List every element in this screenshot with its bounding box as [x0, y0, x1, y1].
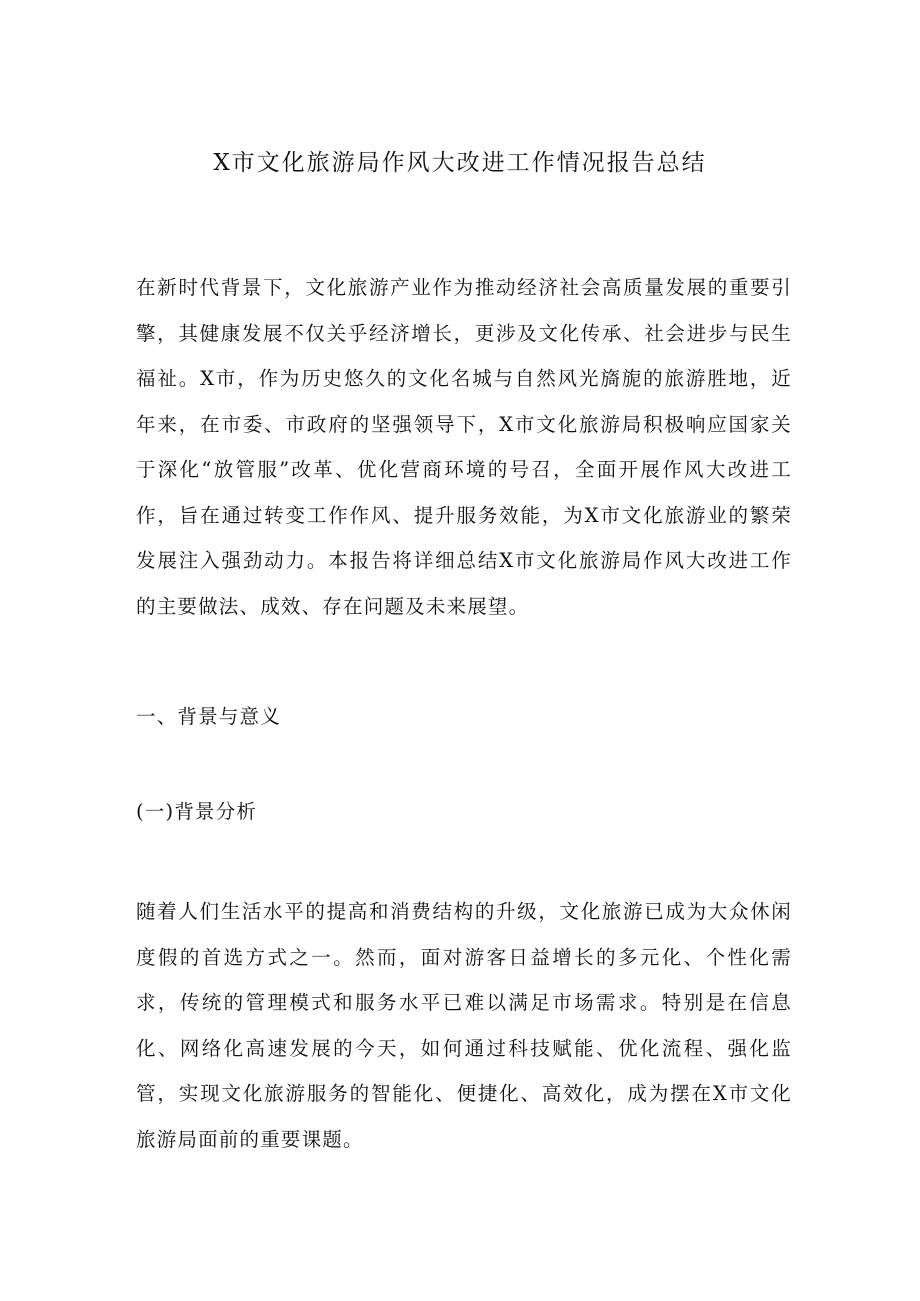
intro-paragraph: 在新时代背景下，文化旅游产业作为推动经济社会高质量发展的重要引擎，其健康发展不仅关乎经济增长，更涉及文化传承、社会进步与民生福祉。X市，作为历史悠久的文化名城与自然风光旖旎的旅游胜地，近年来，在市委、市政府的坚强领导下，X市文化旅游局积极响应国家关于深化“放管服”改革、优化营商环境的号召，全面开展作风大改进工作，旨在通过转变工作作风、提升服务效能，为X市文化旅游业的繁荣发展注入强劲动力。本报告将详细总结X市文化旅游局作风大改进工作的主要做法、成效、存在问题及未来展望。 [136, 276, 792, 618]
subsection-heading-background-analysis: (一)背景分析 [136, 800, 258, 823]
section-heading-background-significance: 一、背景与意义 [136, 705, 281, 728]
document-title: X市文化旅游局作风大改进工作情况报告总结 [213, 150, 707, 176]
background-paragraph: 随着人们生活水平的提高和消费结构的升级，文化旅游已成为大众休闲度假的首选方式之一。然而，面对游客日益增长的多元化、个性化需求，传统的管理模式和服务水平已难以满足市场需求。特别是在信息化、网络化高速发展的今天，如何通过科技赋能、优化流程、强化监管，实现文化旅游服务的智能化、便捷化、高效化，成为摆在X市文化旅游局面前的重要课题。 [136, 900, 792, 1151]
